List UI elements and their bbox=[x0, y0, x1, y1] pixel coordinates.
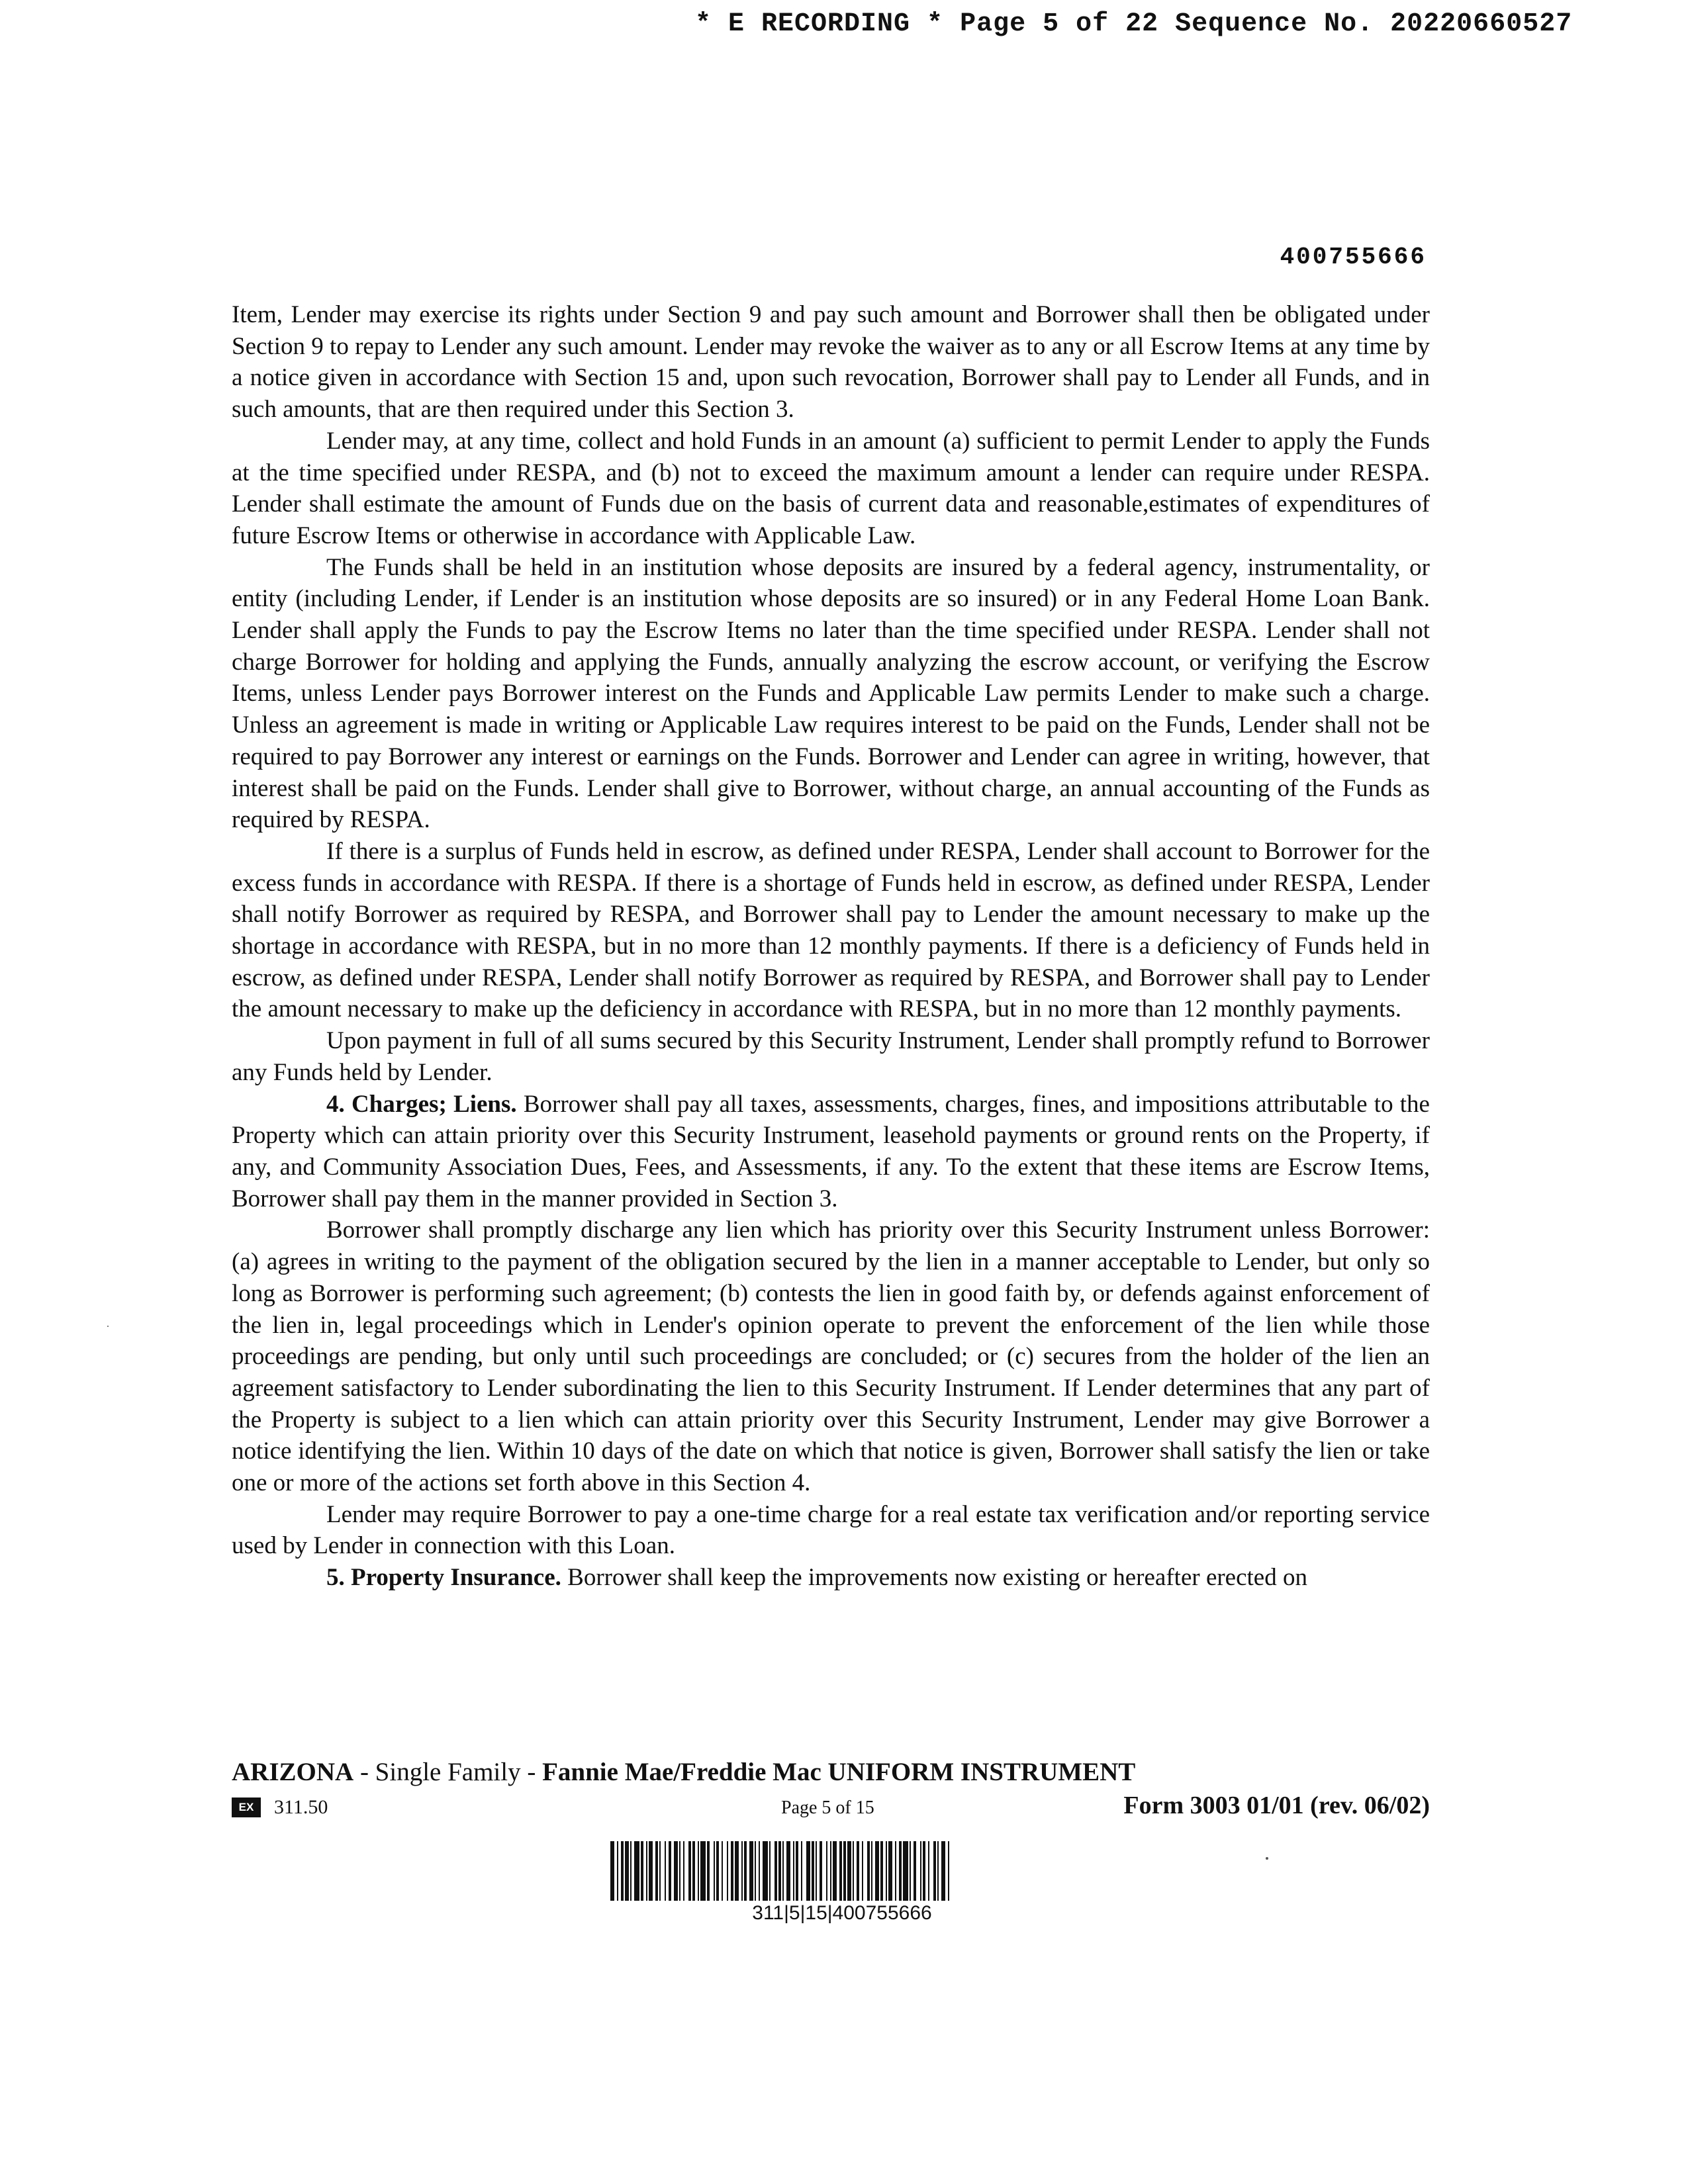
barcode-bar bbox=[749, 1841, 753, 1901]
barcode-bar bbox=[625, 1841, 629, 1901]
barcode-bar bbox=[843, 1841, 846, 1901]
barcode-bar bbox=[698, 1841, 699, 1901]
barcode-bar bbox=[895, 1841, 896, 1901]
recording-stamp: * E RECORDING * Page 5 of 22 Sequence No. 20220660527 bbox=[695, 9, 1573, 39]
barcode-bar bbox=[899, 1841, 902, 1901]
barcode-bar bbox=[649, 1841, 653, 1901]
barcode-bar bbox=[769, 1841, 771, 1901]
barcode-bar bbox=[731, 1841, 733, 1901]
barcode-bar bbox=[871, 1841, 872, 1901]
barcode-bar bbox=[933, 1841, 936, 1901]
section-5-paragraph bbox=[232, 1562, 1430, 1594]
barcode-bar bbox=[641, 1841, 643, 1901]
footer-separator: - Single Family - bbox=[353, 1758, 543, 1786]
paragraph: If there is a surplus of Funds held in escrow, as defined under RESPA, Lender shall account to Borrower for the excess funds in accordance with RESPA. If there is a shortage of Funds held in escrow, as defined under RESPA, Lender shall notify Borrower as required by RESPA, and Borrower shall pay to Lender the amount necessary to make up the shortage in accordance with RESPA, but in no more than 12 monthly payments. If there is a deficiency of Funds held in escrow, as defined under RESPA, Lender shall notify Borrower as required by RESPA, and Borrower shall pay to Lender the amount necessary to make up the deficiency in accordance with RESPA, but in no more than 12 monthly payments. bbox=[232, 837, 1430, 1023]
barcode-bar bbox=[634, 1841, 639, 1901]
barcode-bar bbox=[826, 1841, 827, 1901]
barcode-bar bbox=[621, 1841, 624, 1901]
barcode-bar bbox=[796, 1841, 798, 1901]
barcode-bar bbox=[867, 1841, 870, 1901]
barcode-bar bbox=[786, 1841, 790, 1901]
barcode-bar bbox=[759, 1841, 760, 1901]
barcode-bar bbox=[801, 1841, 802, 1901]
barcode-bar bbox=[903, 1841, 908, 1901]
barcode-bar bbox=[617, 1841, 618, 1901]
barcode-bar bbox=[755, 1841, 756, 1901]
barcode-bar bbox=[688, 1841, 691, 1901]
document-body bbox=[232, 299, 1430, 1594]
barcode-bar bbox=[920, 1841, 921, 1901]
barcode-bar bbox=[793, 1841, 794, 1901]
form-code-group bbox=[232, 1796, 328, 1819]
barcode-bar bbox=[655, 1841, 658, 1901]
section-4-paragraph bbox=[232, 1089, 1430, 1215]
barcode-bar bbox=[910, 1841, 911, 1901]
footer-instrument: UNIFORM INSTRUMENT bbox=[821, 1758, 1136, 1786]
paragraph: Item, Lender may exercise its rights under Section 9 and pay such amount and Borrower shall then be obligated under Section 9 to repay to Lender any such amount. Lender may revoke the waiver as to any or all Escrow Items at any time by a notice given in accordance with Section 15 and, upon such revocation, Borrower shall pay to Lender all Funds, and in such amounts, that are then required under this Section 3. bbox=[232, 301, 1430, 424]
footer-form-line bbox=[232, 1794, 1430, 1825]
form-code: 311.50 bbox=[274, 1796, 328, 1818]
paragraph: The Funds shall be held in an institution whose deposits are insured by a federal agency, instrumentality, or entity (including Lender, if Lender is an institution whose deposits are so insured) or in any Federal Home Loan Bank. Lender shall apply the Funds to pay the Escrow Items no later than the time specified under RESPA. Lender shall not charge Borrower for holding and applying the Funds, annually analyzing the escrow account, or verifying the Escrow Items, unless Lender pays Borrower interest on the Funds and Applicable Law permits Lender to make such a charge. Unless an agreement is made in writing or Applicable Law requires interest to be paid on the Funds, Lender shall not be required to pay Borrower any interest or earnings on the Funds. Borrower and Lender can agree in writing, however, that interest shall be paid on the Funds. Lender shall give to Borrower, without charge, an annual accounting of the Funds as required by RESPA. bbox=[232, 553, 1430, 834]
barcode-bar bbox=[833, 1841, 837, 1901]
barcode-bar bbox=[862, 1841, 863, 1901]
scan-speck bbox=[1266, 1857, 1268, 1860]
barcode-bar bbox=[659, 1841, 661, 1901]
footer-agency: Fannie Mae/Freddie Mac bbox=[542, 1758, 821, 1786]
paragraph: Upon payment in full of all sums secured by this Security Instrument, Lender shall promptly refund to Borrower any Funds held by Lender. bbox=[232, 1027, 1430, 1086]
barcode-bar bbox=[714, 1841, 715, 1901]
barcode-text: 311|5|15|400755666 bbox=[752, 1902, 932, 1924]
barcode-bar bbox=[886, 1841, 887, 1901]
barcode-bar bbox=[888, 1841, 892, 1901]
barcode-bar bbox=[700, 1841, 706, 1901]
barcode-bar bbox=[928, 1841, 929, 1901]
barcode-bar bbox=[847, 1841, 851, 1901]
footer-instrument-title bbox=[232, 1757, 1430, 1787]
barcode-bar bbox=[830, 1841, 831, 1901]
barcode-bar bbox=[744, 1841, 747, 1901]
barcode-bar bbox=[839, 1841, 842, 1901]
page-indicator: Page 5 of 15 bbox=[781, 1797, 874, 1818]
barcode-bar bbox=[665, 1841, 666, 1901]
barcode-bar bbox=[875, 1841, 879, 1901]
barcode-bar bbox=[646, 1841, 647, 1901]
barcode-bar bbox=[816, 1841, 817, 1901]
barcode-bar bbox=[716, 1841, 719, 1901]
barcode-bar bbox=[763, 1841, 768, 1901]
barcode-bar bbox=[774, 1841, 777, 1901]
section-4-heading: 4. Charges; Liens. bbox=[326, 1090, 517, 1118]
loan-number: 400755666 bbox=[1280, 244, 1427, 271]
barcode-bar bbox=[806, 1841, 810, 1901]
barcode-bar bbox=[857, 1841, 859, 1901]
barcode-bar bbox=[782, 1841, 784, 1901]
barcode-bar bbox=[778, 1841, 781, 1901]
paragraph: Lender may, at any time, collect and hold Funds in an amount (a) sufficient to permit Lender to apply the Funds at the time specified under RESPA, and (b) not to exceed the maximum amount a lender can require under RESPA. Lender shall estimate the amount of Funds due on the basis of current data and reasonable,estimates of expenditures of future Escrow Items or otherwise in accordance with Applicable Law. bbox=[232, 427, 1430, 549]
barcode-bar bbox=[741, 1841, 743, 1901]
section-4-text: Borrower shall pay all taxes, assessments, charges, fines, and impositions attributable to the Property which can attain priority over this Security Instrument, leasehold payments or ground rents on the Property, if any, and Community Association Dues, Fees, and Assessments, if any. To the extent that these items are Escrow Items, Borrower shall pay them in the manner provided in Section 3. bbox=[232, 1090, 1430, 1212]
barcode-bar bbox=[679, 1841, 680, 1901]
paragraph: Borrower shall promptly discharge any lien which has priority over this Security Instrument unless Borrower: (a) agrees in writing to the payment of the obligation secured by the lien in a manner acceptable to Lender, but only so long as Borrower is performing such agreement; (b) contests the lien in good faith by, or defends against enforcement of the lien in, legal proceedings which in Lender's opinion operate to prevent the enforcement of the lien while those proceedings are pending, but only until such proceedings are concluded; or (c) secures from the holder of the lien an agreement satisfactory to Lender subordinating the lien to this Security Instrument. If Lender determines that any part of the Property is subject to a lien which can attain priority over this Security Instrument, Lender may give Borrower a notice identifying the lien. Within 10 days of the date on which that notice is given, Borrower shall satisfy the lien or take one or more of the actions set forth above in this Section 4. bbox=[232, 1216, 1430, 1497]
barcode-bar bbox=[735, 1841, 739, 1901]
barcode-bar bbox=[812, 1841, 814, 1901]
barcode-bar bbox=[820, 1841, 822, 1901]
barcode-bar bbox=[948, 1841, 949, 1901]
form-number: Form 3003 01/01 (rev. 06/02) bbox=[1123, 1792, 1430, 1819]
barcode-bar bbox=[914, 1841, 916, 1901]
barcode-bar bbox=[727, 1841, 728, 1901]
barcode-bar bbox=[853, 1841, 854, 1901]
section-5-text: Borrower shall keep the improvements now existing or hereafter erected on bbox=[561, 1564, 1307, 1592]
barcode-bar bbox=[630, 1841, 632, 1901]
paragraph: Lender may require Borrower to pay a one-time charge for a real estate tax verification and/or reporting service used by Lender in connection with this Loan. bbox=[232, 1500, 1430, 1560]
barcode-bar bbox=[692, 1841, 695, 1901]
barcode-bar bbox=[707, 1841, 710, 1901]
barcode-bar bbox=[923, 1841, 925, 1901]
barcode-bar bbox=[683, 1841, 684, 1901]
barcode-bar bbox=[941, 1841, 945, 1901]
barcode-bar bbox=[674, 1841, 678, 1901]
barcode-bar bbox=[937, 1841, 939, 1901]
barcode-bar bbox=[880, 1841, 883, 1901]
scan-speck bbox=[107, 1326, 109, 1327]
barcode bbox=[610, 1841, 1074, 1901]
ex-logo-icon: EX bbox=[232, 1797, 261, 1817]
footer-state: ARIZONA bbox=[232, 1758, 354, 1786]
barcode-bar bbox=[669, 1841, 671, 1901]
barcode-bar bbox=[610, 1841, 614, 1901]
barcode-bar bbox=[722, 1841, 723, 1901]
section-5-heading: 5. Property Insurance. bbox=[326, 1564, 561, 1592]
